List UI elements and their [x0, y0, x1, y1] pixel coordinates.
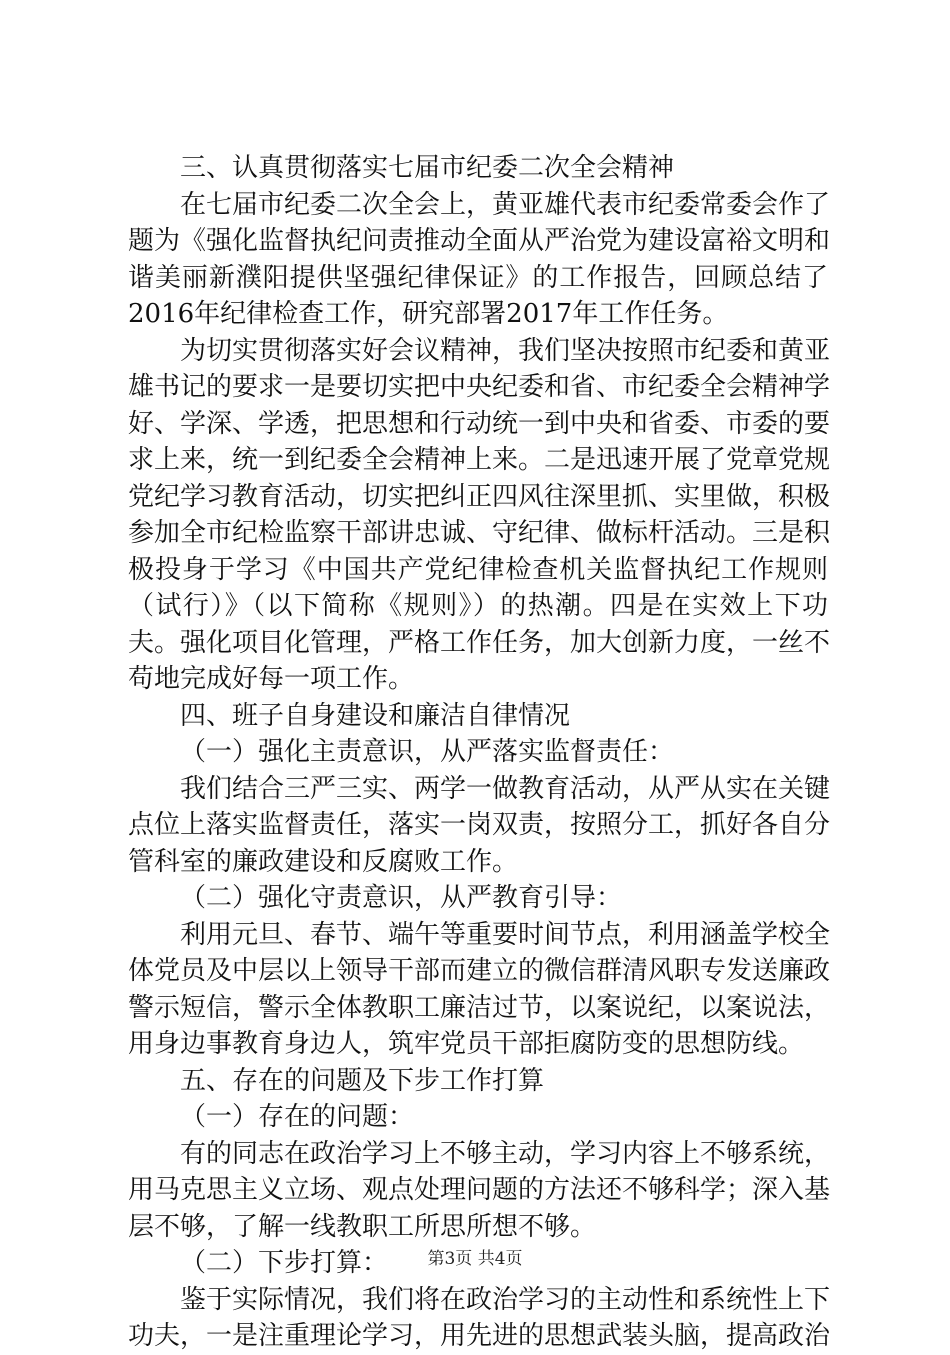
- text-line: 为切实贯彻落实好会议精神，我们坚决按照市纪委和黄亚: [180, 335, 831, 366]
- text-line: 极投身于学习《中国共产党纪律检查机关监督执纪工作规则: [128, 554, 828, 585]
- text-line: （一）强化主责意识，从严落实监督责任：: [180, 737, 675, 767]
- text-line: 2016年纪律检查工作，研究部署2017年工作任务。: [128, 299, 729, 329]
- text-line: 我们结合三严三实、两学一做教育活动，从严从实在关键: [180, 773, 831, 804]
- text-line: 苟地完成好每一项工作。: [128, 664, 415, 694]
- text-line: （一）存在的问题：: [180, 1102, 415, 1132]
- text-line: 利用元旦、春节、端午等重要时间节点，利用涵盖学校全: [180, 919, 831, 950]
- text-line: 管科室的廉政建设和反腐败工作。: [128, 846, 519, 877]
- text-line: 五、存在的问题及下步工作打算: [180, 1065, 545, 1096]
- text-line: （二）强化守责意识，从严教育引导：: [180, 883, 623, 913]
- text-line: 体党员及中层以上领导干部而建立的微信群清风职专发送廉政: [128, 956, 831, 986]
- text-line: 用身边事教育身边人，筑牢党员干部拒腐防变的思想防线。: [128, 1029, 805, 1059]
- text-line: 谐美丽新濮阳提供坚强纪律保证》的工作报告，回顾总结了: [128, 262, 828, 293]
- text-line: 有的同志在政治学习上不够主动，学习内容上不够系统，: [180, 1138, 831, 1169]
- text-line: 党纪学习教育活动，切实把纠正四风往深里抓、实里做，积极: [128, 481, 831, 512]
- text-line: 参加全市纪检监察干部讲忠诚、守纪律、做标杆活动。三是积: [128, 518, 831, 548]
- text-line: （二）下步打算：: [180, 1248, 389, 1278]
- page-footer: 第3页 共4页: [427, 1249, 523, 1269]
- text-line: 求上来，统一到纪委全会精神上来。二是迅速开展了党章党规: [128, 445, 831, 475]
- text-line: 三、认真贯彻落实七届市纪委二次全会精神: [180, 153, 675, 183]
- text-line: 鉴于实际情况，我们将在政治学习的主动性和系统性上下: [180, 1284, 831, 1315]
- text-line: 题为《强化监督执纪问责推动全面从严治党为建设富裕文明和: [128, 226, 831, 256]
- text-line: （试行）》（以下简称《规则》）的热潮。四是在实效上下功: [128, 591, 828, 621]
- text-line: 雄书记的要求一是要切实把中央纪委和省、市纪委全会精神学: [128, 372, 831, 402]
- text-line: 层不够，了解一线教职工所思所想不够。: [128, 1211, 597, 1242]
- text-line: 夫。强化项目化管理，严格工作任务，加大创新力度，一丝不: [128, 627, 831, 658]
- text-line: 四、班子自身建设和廉洁自律情况: [180, 700, 571, 731]
- text-line: 好、学深、学透，把思想和行动统一到中央和省委、市委的要: [128, 408, 831, 439]
- text-line: 功夫，一是注重理论学习，用先进的思想武装头脑，提高政治: [128, 1321, 831, 1351]
- text-line: 在七届市纪委二次全会上，黄亚雄代表市纪委常委会作了: [180, 189, 831, 220]
- document-body: [128, 150, 831, 1355]
- text-line: 警示短信，警示全体教职工廉洁过节，以案说纪，以案说法，: [128, 992, 831, 1023]
- text-line: 用马克思主义立场、观点处理问题的方法还不够科学；深入基: [128, 1175, 831, 1205]
- text-line: 点位上落实监督责任，落实一岗双责，按照分工，抓好各自分: [128, 810, 831, 840]
